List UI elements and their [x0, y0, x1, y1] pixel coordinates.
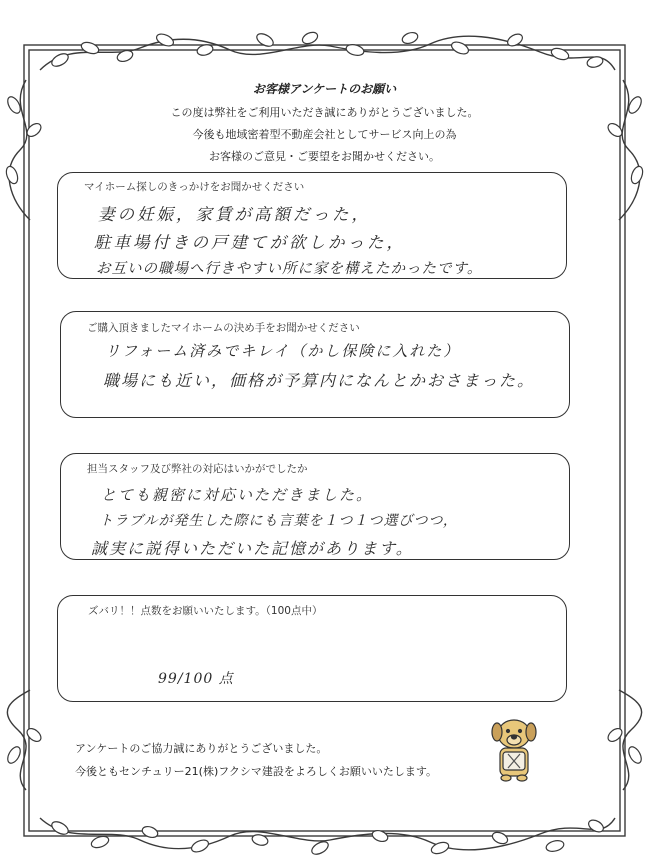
dog-mascot-icon — [484, 712, 544, 788]
footer-closing: 今後ともセンチュリー21(株)フクシマ建設をよろしくお願いいたします。 — [75, 765, 438, 778]
handwritten-answer-line: お互いの職場へ行きやすい所に家を構えたかったです。 — [96, 261, 483, 277]
question-box-staff-response — [60, 453, 570, 560]
footer-thanks: アンケートのご協力誠にありがとうございました。 — [75, 742, 328, 755]
question-label: 担当スタッフ及び弊社の対応はいかがでしたか — [87, 463, 308, 475]
question-box-deciding-factor — [60, 311, 570, 418]
handwritten-score: 99/100 点 — [158, 671, 234, 687]
question-box-score — [57, 595, 567, 702]
handwritten-answer-line: 誠実に説得いただいた記憶があります。 — [91, 539, 414, 558]
handwritten-answer-line: 職場にも近い，価格が予算内になんとかおさまった。 — [103, 371, 536, 390]
question-label: マイホーム探しのきっかけをお聞かせください — [84, 181, 305, 193]
handwritten-answer-line: リフォーム済みでキレイ（かし保険に入れた） — [105, 342, 461, 360]
intro-line-3: お客様のご意見・ご要望をお聞かせください。 — [209, 150, 440, 163]
intro-line-2: 今後も地域密着型不動産会社としてサービス向上の為 — [192, 128, 457, 141]
handwritten-answer-line: トラブルが発生した際にも言葉を１つ１つ選びつつ， — [99, 513, 458, 529]
question-label: ズバリ！！点数をお願いいたします。（100点中） — [88, 605, 323, 617]
handwritten-answer-line: 妻の妊娠，家賃が高額だった， — [98, 205, 371, 224]
handwritten-answer-line: 駐車場付きの戸建てが欲しかった， — [94, 233, 406, 252]
question-label: ご購入頂きましたマイホームの決め手をお聞かせください — [87, 322, 360, 334]
page-title: お客様アンケートのお願い — [252, 82, 397, 96]
handwritten-answer-line: とても親密に対応いただきました。 — [101, 486, 374, 504]
question-box-trigger — [57, 172, 567, 279]
intro-line-1: この度は弊社をご利用いただき誠にありがとうございました。 — [170, 106, 479, 119]
